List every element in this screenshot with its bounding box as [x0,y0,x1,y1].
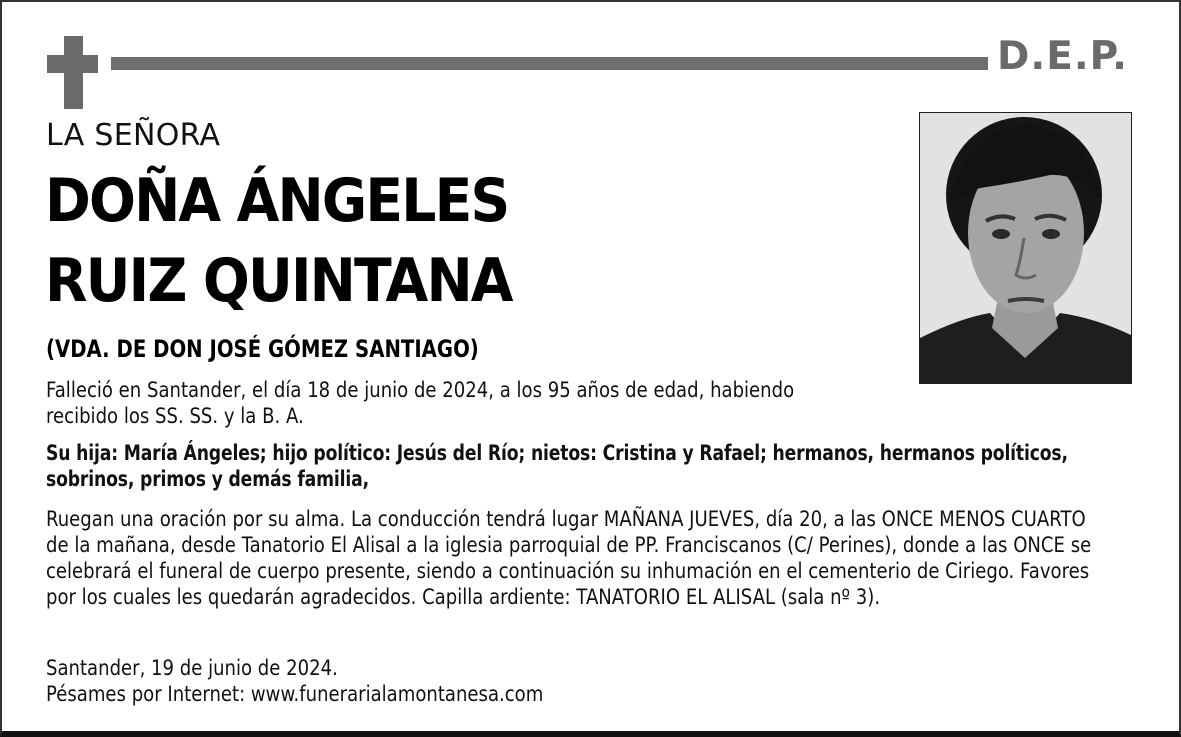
portrait-photo [919,112,1132,384]
title-label: LA SEÑORA [46,118,221,153]
dep-label: D.E.P. [997,34,1128,79]
family-paragraph: Su hija: María Ángeles; hijo político: Jesús del Río; nietos: Cristina y Rafael; hermanos, hermanos políticos, sobrinos, primos y demás familia, [46,441,1068,491]
header-rule [111,57,988,70]
death-paragraph: Falleció en Santander, el día 18 de junio de 2024, a los 95 años de edad, habiendo recibido los SS. SS. y la B. A. [46,378,795,428]
deceased-name-line1: DOÑA ÁNGELES [45,166,509,236]
widow-line: (VDA. DE DON JOSÉ GÓMEZ SANTIAGO) [46,335,479,363]
deceased-name-line2: RUIZ QUINTANA [45,246,512,316]
place-date: Santander, 19 de junio de 2024. [46,656,338,680]
closing-block [46,655,596,707]
service-paragraph: Ruegan una oración por su alma. La conducción tendrá lugar MAÑANA JUEVES, día 20, a las ONCE MENOS CUARTO de la mañana, desde Tanatorio El Alisal a la iglesia parroquial de PP. Franciscanos (C/ Perines), donde a las ONCE se celebrará el funeral de cuerpo presente, siendo a continuación su inhumación en el cementerio de Ciriego. Favores por los cuales les quedarán agradecidos. Capilla ardiente: TANATORIO EL ALISAL (sala nº 3). [46,507,1092,609]
condolences-line: Pésames por Internet: www.funerarialamontanesa.com [46,682,544,706]
